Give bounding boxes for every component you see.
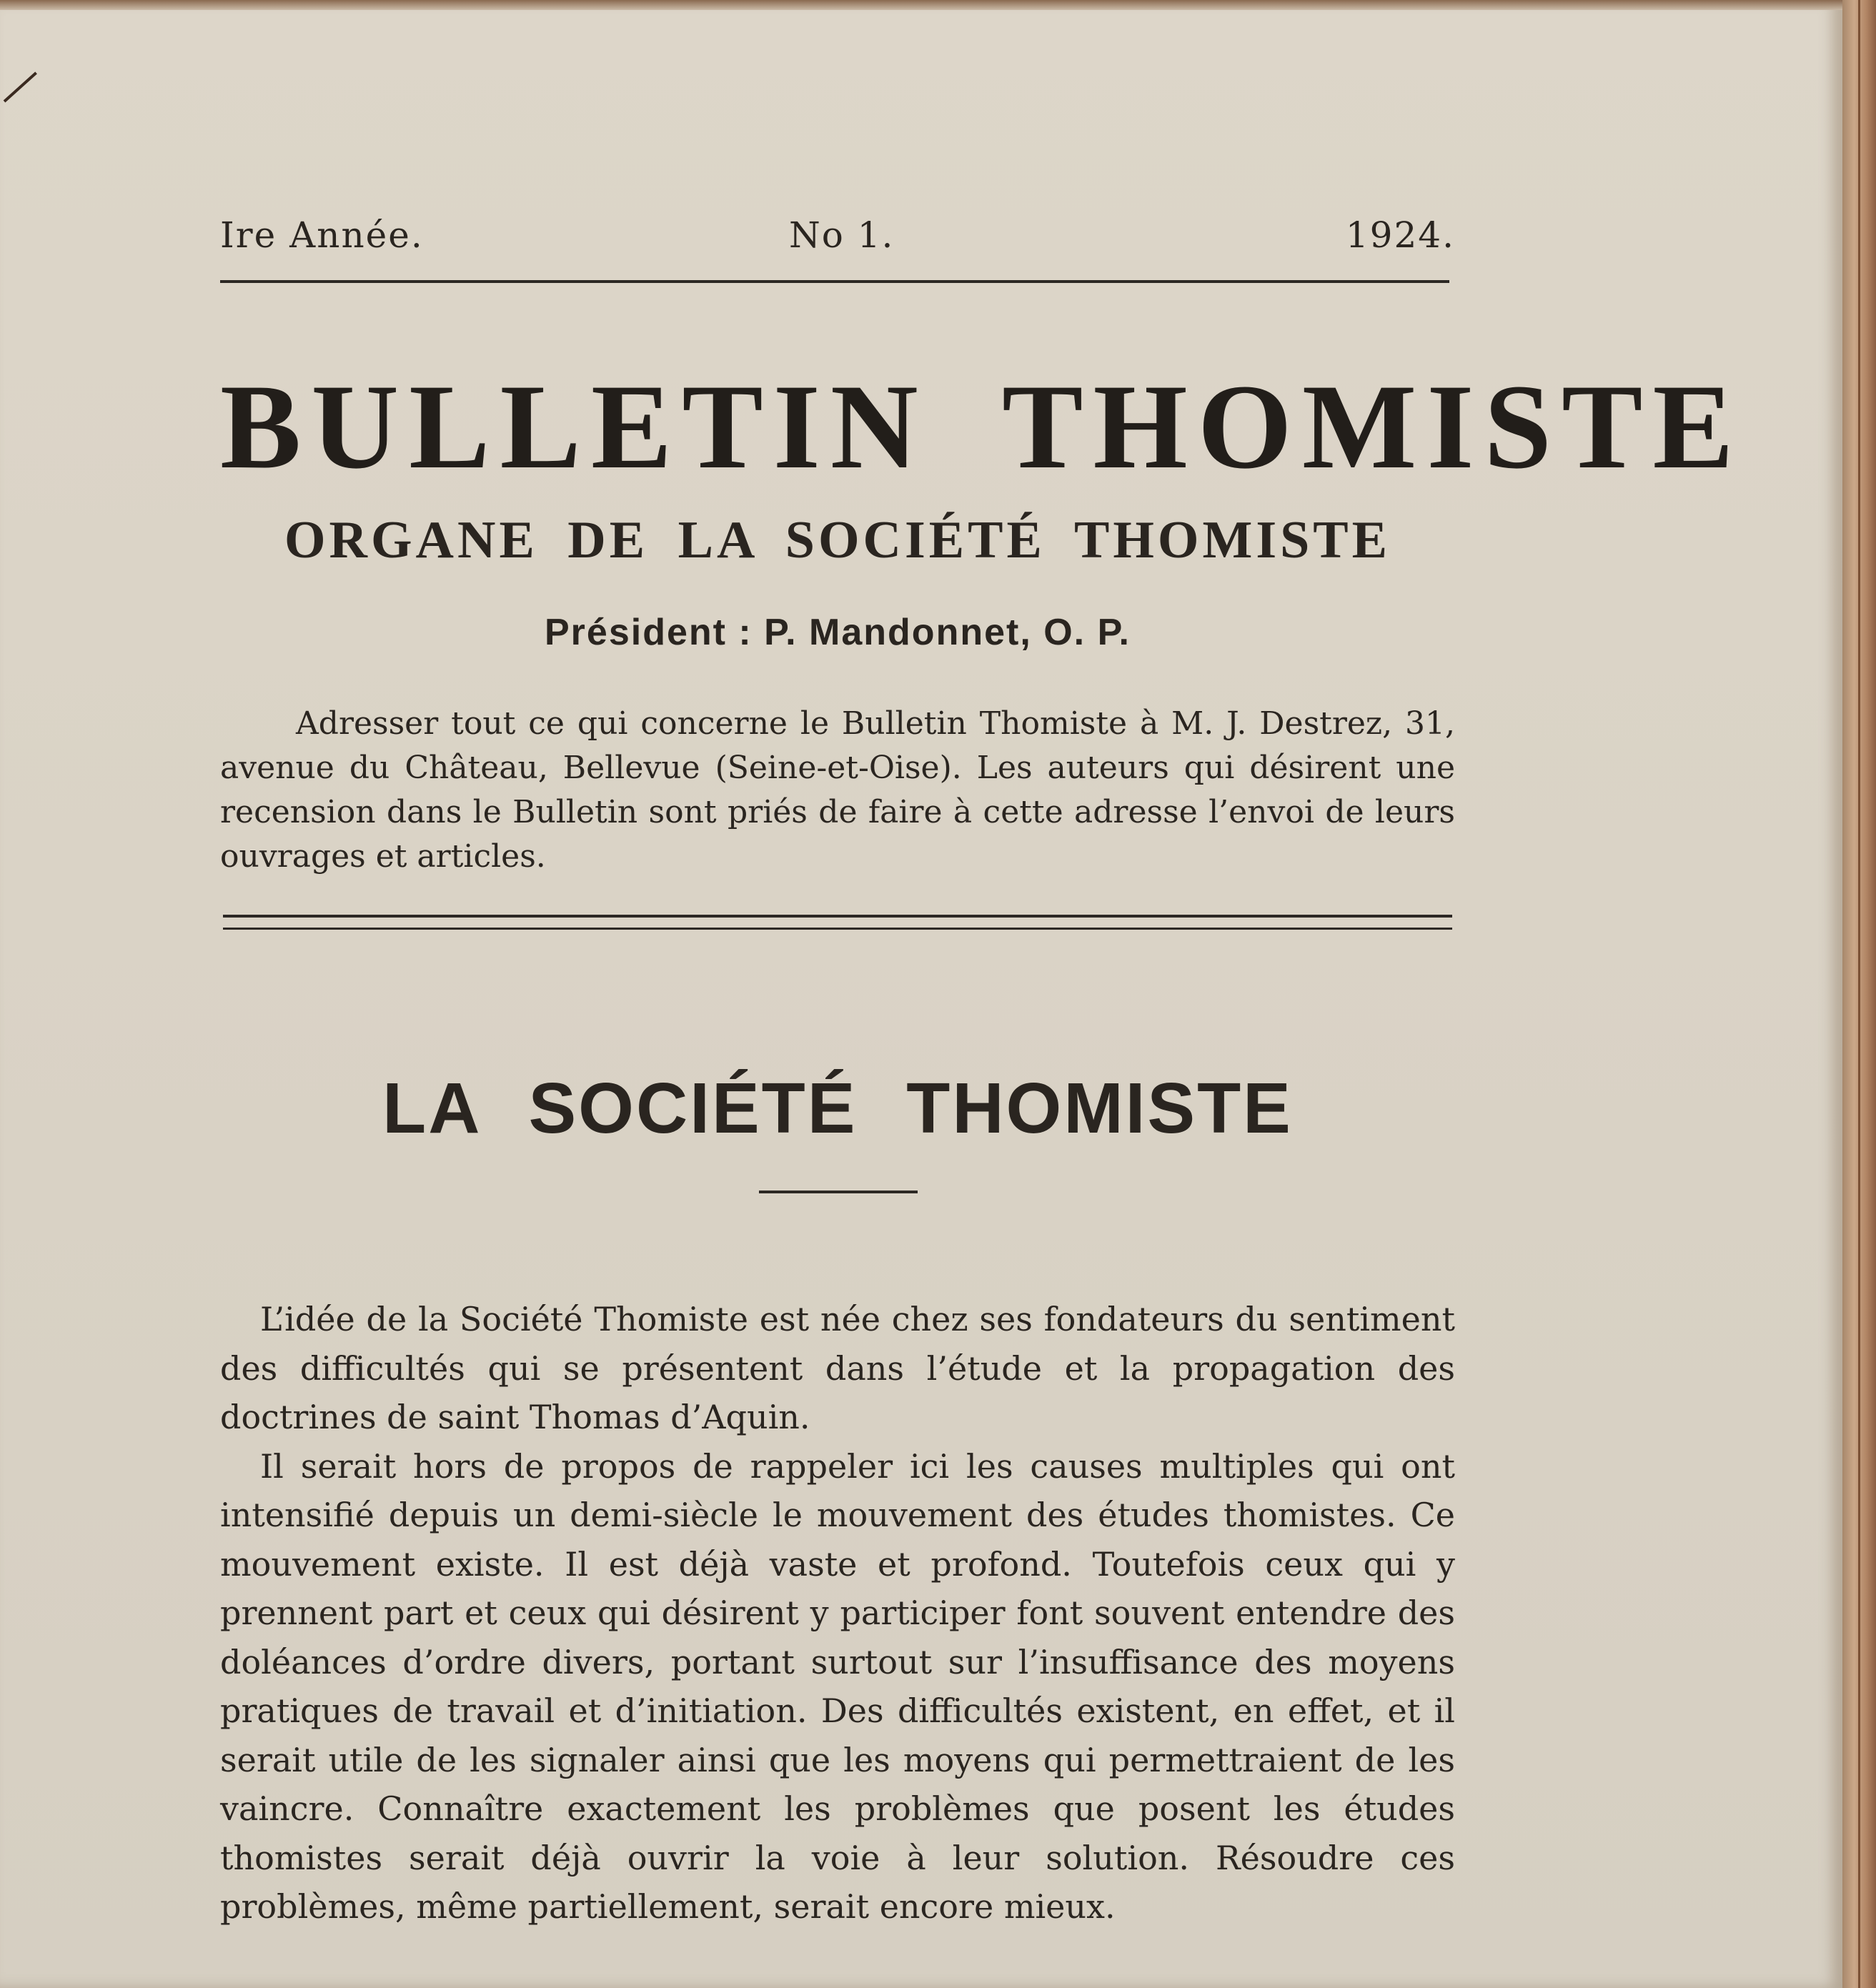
paragraph: L’idée de la Société Thomiste est née chez ses fondateurs du sentiment des difficultés qui se présentent dans l’étude et la propagation des doctrines de saint Thomas d’Aquin. [220,1300,1455,1436]
article-body [220,1295,1455,1932]
journal-subtitle: ORGANE DE LA SOCIÉTÉ THOMISTE [284,511,1391,570]
masthead-divider [220,280,1449,283]
paragraph: Il serait hors de propos de rappeler ici les causes multiples qui ont intensifié depuis un demi-siècle le mouvement des études thomistes. Ce mouvement existe. Il est déjà vaste et profond. Toutefois ceux qui y prennent part et ceux qui désirent y participer font souvent entendre des doléances d’ordre divers, portant surtout sur l’insuffisance des moyens pratiques de travail et d’initiation. Des difficultés existent, en effet, et il serait utile de les signaler ainsi que les moyens qui permettraient de les vaincre. Connaître exactement les problèmes que posent les études thomistes serait déjà ouvrir la voie à leur solution. Résoudre ces problèmes, même partiellement, serait encore mieux. [220,1446,1455,1926]
binding-line [1858,0,1860,1988]
book-binding-edge [1842,0,1876,1988]
page-top-edge [0,0,1842,10]
masthead [220,214,1455,272]
double-divider-top [223,915,1452,918]
president-line: Président : P. Mandonnet, O. P. [544,612,1131,653]
section-title-rule [759,1191,918,1193]
double-divider-bottom [223,928,1452,930]
masthead-date: 1924. [1345,214,1455,256]
corner-fold-mark [4,71,37,102]
section-title: LA SOCIÉTÉ THOMISTE [382,1068,1293,1148]
masthead-issue-number: No 1. [789,214,895,256]
address-notice [220,702,1455,879]
address-notice-text: Adresser tout ce qui concerne le Bulletin Thomiste à M. J. Destrez, 31, avenue du Château, Bellevue (Seine-et-Oise). Les auteurs qui désirent une recension dans le Bulletin sont priés de faire à cette adresse l’envoi de leurs ouvrages et articles. [220,705,1455,875]
masthead-year: Ire Année. [220,214,424,256]
journal-title: BULLETIN THOMISTE [220,359,1744,494]
